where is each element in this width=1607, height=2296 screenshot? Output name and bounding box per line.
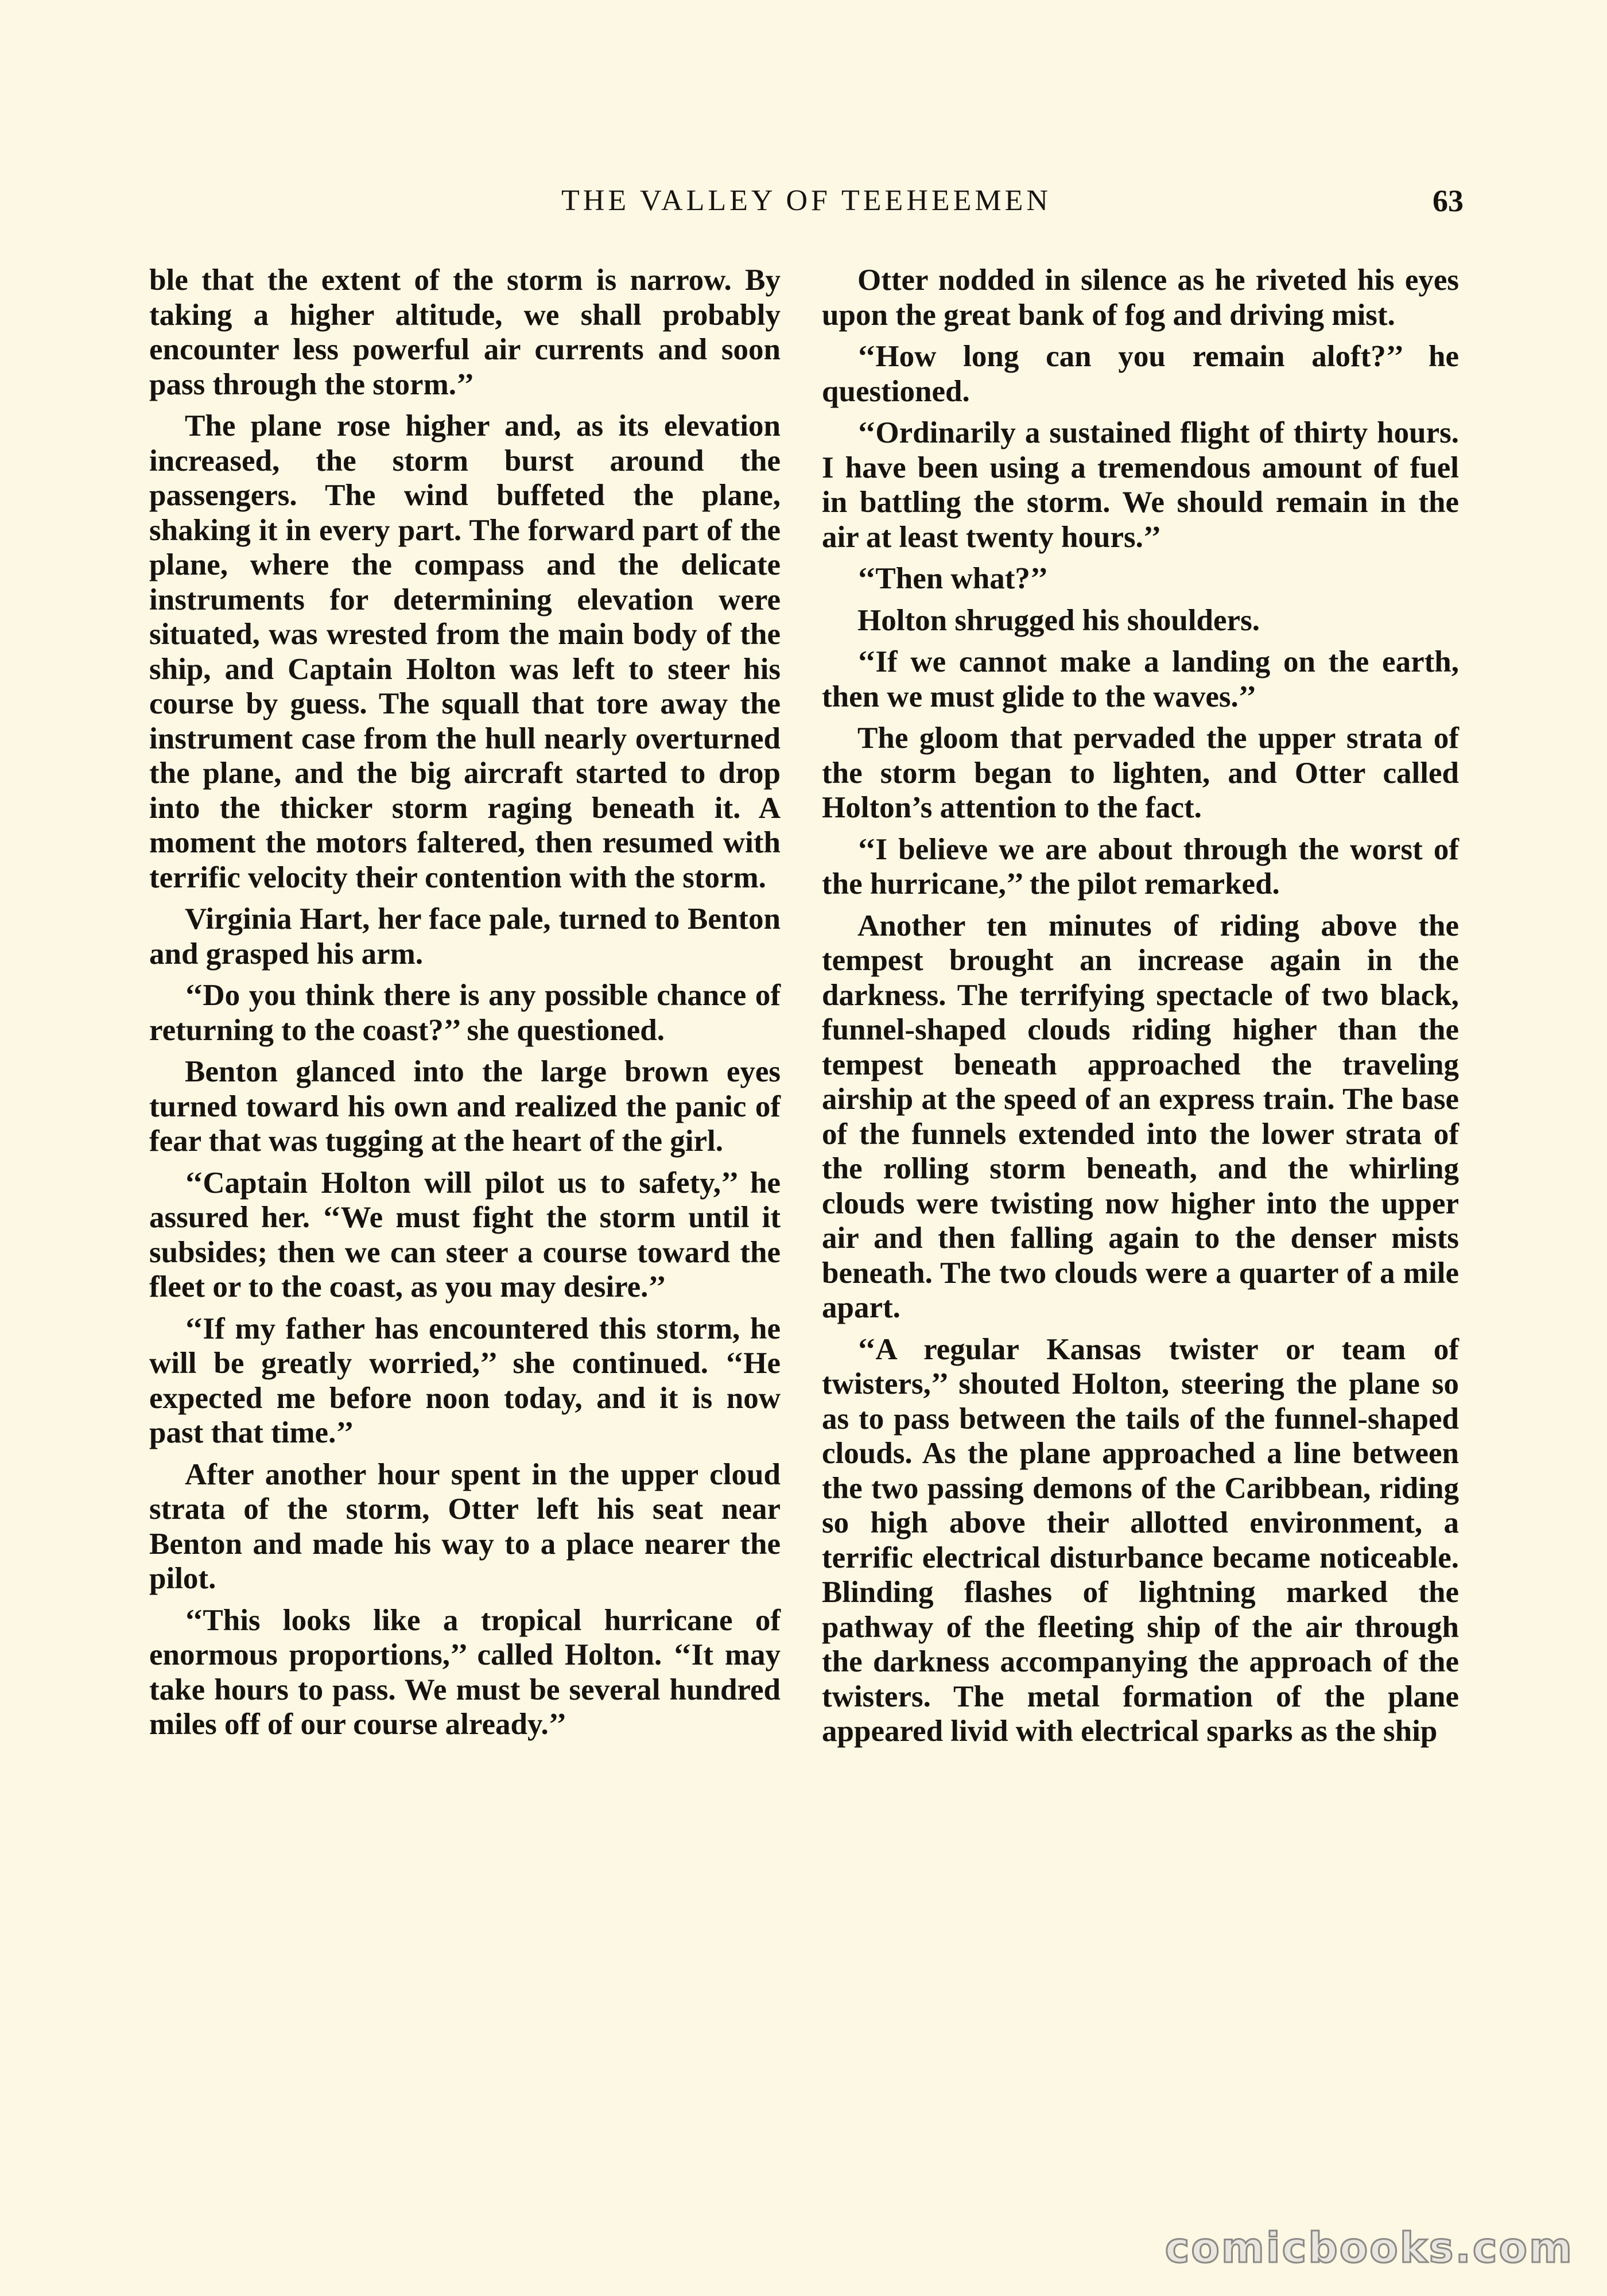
paragraph: ‘‘How long can you remain aloft?’’ he questioned. xyxy=(822,340,1459,408)
paragraph: Virginia Hart, her face pale, turned to Benton and grasped his arm. xyxy=(149,902,781,971)
paragraph: ‘‘A regular Kansas twister or team of twisters,’’ shouted Holton, steering the plane so as to pass between the tails of the funnel-shaped clouds. As the plane approached a line between the two passing demons of the Caribbean, riding so high above their allotted environment, a terrific electrical disturbance became noticeable. Blinding flashes of lightning marked the pathway of the fleeting ship of the air through the darkness accompanying the approach of the twisters. The metal formation of the plane appeared livid with electrical sparks as the ship xyxy=(822,1332,1459,1748)
paragraph: Otter nodded in silence as he riveted his eyes upon the great bank of fog and driving mist. xyxy=(822,263,1459,332)
header-title: THE VALLEY OF TEEHEEMEN xyxy=(561,184,1051,217)
paragraph: ‘‘If my father has encountered this storm, he will be greatly worried,’’ she continued. ‘‘He expected me before noon today, and it is now past that time.’’ xyxy=(149,1312,781,1449)
paragraph: Another ten minutes of riding above the tempest brought an increase again in the darkness. The terrifying spectacle of two black, funnel-shaped clouds riding higher than the tempest beneath approached the traveling airship at the speed of an express train. The base of the funnels extended into the lower strata of the rolling storm beneath, and the whirling clouds were twisting now higher into the upper air and then falling again to the denser mists beneath. The two clouds were a quarter of a mile apart. xyxy=(822,909,1459,1324)
paragraph: Benton glanced into the large brown eyes turned toward his own and realized the panic of fear that was tugging at the heart of the girl. xyxy=(149,1055,781,1158)
page-number: 63 xyxy=(1433,184,1464,218)
paragraph: Holton shrugged his shoulders. xyxy=(857,603,1260,637)
paragraph: ‘‘Captain Holton will pilot us to safety,’’ he assured her. ‘‘We must fight the storm until it subsides; then we can steer a course toward the fleet or to the coast, as you may desire.’’ xyxy=(149,1166,781,1304)
paragraph: The gloom that pervaded the upper strata of the storm began to lighten, and Otter called Holton’s attention to the fact. xyxy=(822,722,1459,824)
running-header xyxy=(149,183,1464,219)
watermark: comicbooks.com xyxy=(1165,2224,1574,2272)
paragraph: ‘‘Do you think there is any possible chance of returning to the coast?’’ she questioned. xyxy=(149,979,781,1047)
paragraph: ‘‘Ordinarily a sustained flight of thirty hours. I have been using a tremendous amount of fuel in battling the storm. We should remain in the air at least twenty hours.’’ xyxy=(822,416,1459,554)
paragraph: ‘‘If we cannot make a landing on the earth, then we must glide to the waves.’’ xyxy=(822,645,1459,713)
paragraph: The plane rose higher and, as its elevation increased, the storm burst around the passengers. The wind buffeted the plane, shaking it in every part. The forward part of the plane, where the compass and the delicate instruments for determining elevation were situated, was wrested from the main body of the ship, and Captain Holton was left to steer his course by guess. The squall that tore away the instrument case from the hull nearly overturned the plane, and the big aircraft started to drop into the thicker storm raging beneath it. A moment the motors faltered, then resumed with terrific velocity their contention with the storm. xyxy=(149,409,781,894)
left-column xyxy=(149,263,781,1749)
right-column xyxy=(822,263,1459,1756)
paragraph: ‘‘I believe we are about through the worst of the hurricane,’’ the pilot remarked. xyxy=(822,832,1459,901)
paragraph: ble that the extent of the storm is narrow. By taking a higher altitude, we shall probably encounter less powerful air currents and soon pass through the storm.’’ xyxy=(149,263,781,401)
paragraph: After another hour spent in the upper cloud strata of the storm, Otter left his seat near Benton and made his way to a place nearer the pilot. xyxy=(149,1457,781,1595)
paragraph: ‘‘This looks like a tropical hurricane of enormous proportions,’’ called Holton. ‘‘It may take hours to pass. We must be several hundred miles off of our course already.’’ xyxy=(149,1603,781,1741)
paragraph: ‘‘Then what?’’ xyxy=(857,562,1049,595)
